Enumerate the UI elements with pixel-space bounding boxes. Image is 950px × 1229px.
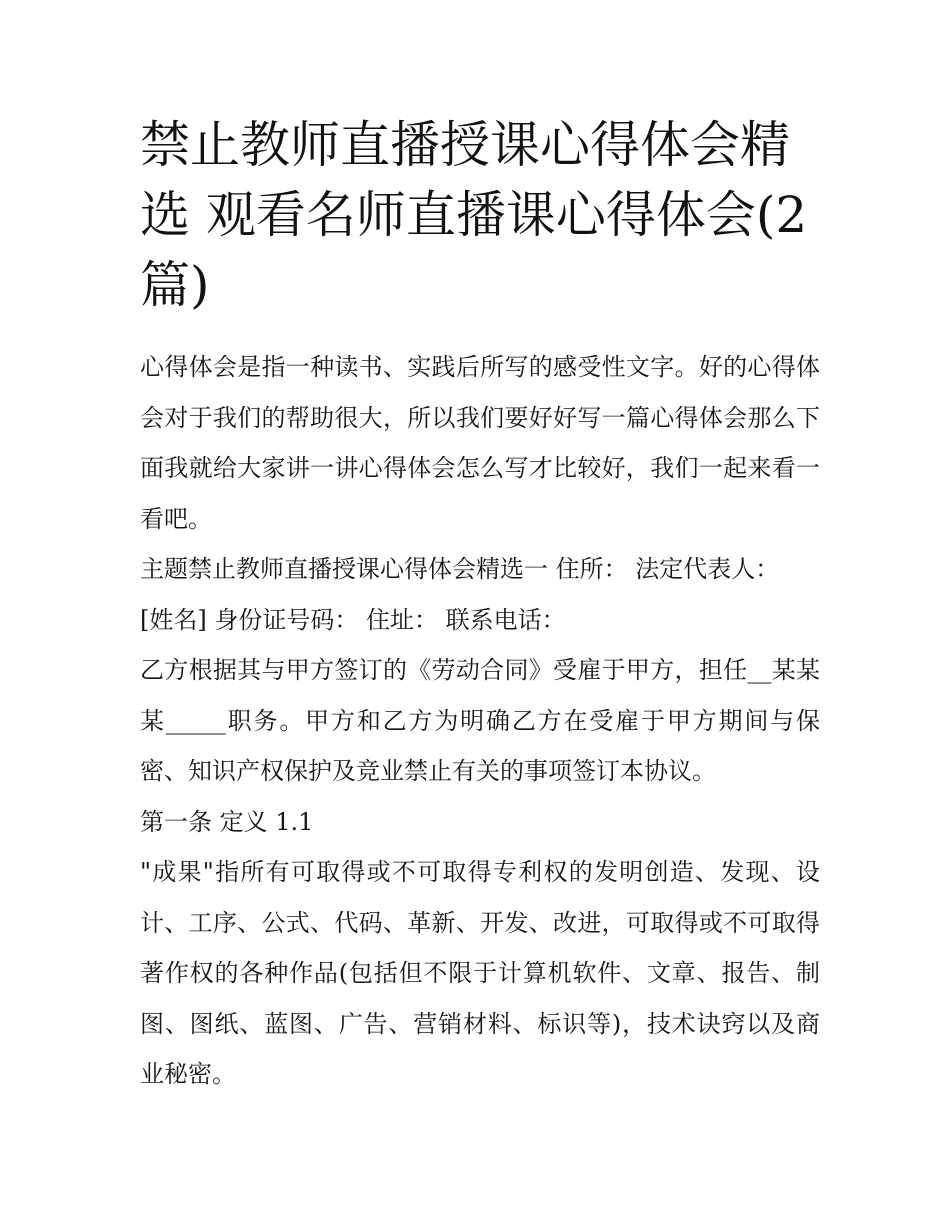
paragraph-article-heading: 第一条 定义 1.1 xyxy=(140,807,314,836)
document-body xyxy=(140,342,820,1100)
document-title: 禁止教师直播授课心得体会精选 观看名师直播课心得体会(2篇) xyxy=(140,116,808,314)
paragraph-definition: "成果"指所有可取得或不可取得专利权的发明创造、发现、设计、工序、公式、代码、革新、开发、改进，可取得或不可取得著作权的各种作品(包括但不限于计算机软件、文章、报告、制图、图纸、蓝图、广告、营销材料、标识等)，技术诀窍以及商业秘密。 xyxy=(140,858,820,1088)
paragraph-intro: 心得体会是指一种读书、实践后所写的感受性文字。好的心得体会对于我们的帮助很大，所以我们要好好写一篇心得体会那么下面我就给大家讲一讲心得体会怎么写才比较好，我们一起来看一看吧。 xyxy=(140,353,820,533)
paragraph-id-info: [姓名] 身份证号码： 住址： 联系电话： xyxy=(140,605,566,634)
paragraph-party-info: 主题禁止教师直播授课心得体会精选一 住所： 法定代表人： xyxy=(140,555,780,583)
document-page xyxy=(140,110,820,1100)
paragraph-agreement: 乙方根据其与甲方签订的《劳动合同》受雇于甲方，担任__某某某_____职务。甲方和乙方为明确乙方在受雇于甲方期间与保密、知识产权保护及竞业禁止有关的事项签订本协议。 xyxy=(140,656,820,785)
